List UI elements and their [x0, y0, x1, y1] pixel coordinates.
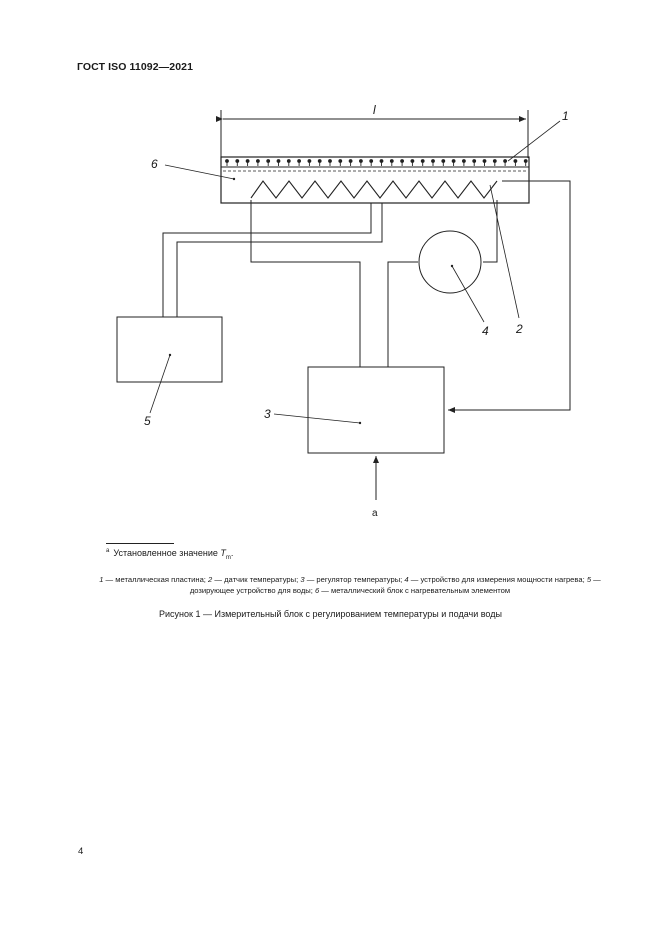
footnote-symbol: T	[220, 548, 226, 558]
legend-num-3: 3	[300, 575, 305, 584]
page-number: 4	[78, 846, 84, 857]
footnote-rule	[106, 543, 174, 544]
legend-text-4: устройство для измерения мощности нагрева	[420, 575, 583, 584]
standard-header: ГОСТ ISO 11092—2021	[77, 61, 194, 73]
legend-text-2: датчик температуры	[224, 575, 297, 584]
legend-num-5: 5	[586, 575, 592, 584]
label-2: 2	[516, 322, 523, 336]
legend-num-6: 6	[314, 586, 320, 595]
footnote-text: Установленное значение	[113, 548, 218, 558]
water-line-inner	[177, 203, 382, 317]
legend-num-2: 2	[208, 575, 213, 584]
legend-text-5: дозирующее устройство для воды	[189, 586, 311, 595]
leader-4	[452, 266, 484, 322]
label-3: 3	[264, 407, 271, 421]
footnote-marker: a	[106, 548, 110, 554]
dimension-label: l	[373, 103, 376, 117]
water-line-outer	[163, 203, 371, 317]
water-dosing-device	[117, 317, 222, 382]
plate-sensor-dots	[225, 159, 527, 166]
temperature-regulator	[308, 367, 444, 453]
power-wire	[388, 262, 418, 367]
leader-5	[150, 355, 170, 413]
legend-text-1: металлическая пластина	[115, 575, 204, 584]
legend-num-4: 4	[404, 575, 409, 584]
leader-2	[490, 185, 519, 318]
leader-1	[508, 121, 560, 161]
legend-text-6: металлический блок с нагревательным элементом	[331, 586, 511, 595]
label-6: 6	[151, 157, 158, 171]
label-5: 5	[144, 414, 151, 428]
footnote-subscript: m	[225, 554, 231, 561]
label-1: 1	[562, 109, 569, 123]
leader-3	[274, 414, 360, 423]
power-meter	[419, 231, 481, 293]
footnote	[106, 548, 233, 561]
legend-num-1: 1	[99, 575, 104, 584]
footnote-tail: .	[230, 548, 234, 558]
heating-element	[251, 181, 497, 198]
label-4: 4	[482, 324, 489, 338]
input-label: a	[372, 508, 378, 519]
heater-wire-left	[251, 200, 360, 367]
figure-legend: 1 — металлическая пластина; 2 — датчик температуры; 3 — регулятор температуры; 4 — устройство для измерения мощности нагрева; 5 — дозирующее устройство для воды; 6 — металлический блок с нагревательным элементом	[99, 575, 601, 595]
sensor-wire	[448, 181, 570, 410]
figure-caption: Рисунок 1 — Измерительный блок с регулированием температуры и подачи воды	[159, 609, 502, 619]
legend-text-3: регулятор температуры	[316, 575, 401, 584]
